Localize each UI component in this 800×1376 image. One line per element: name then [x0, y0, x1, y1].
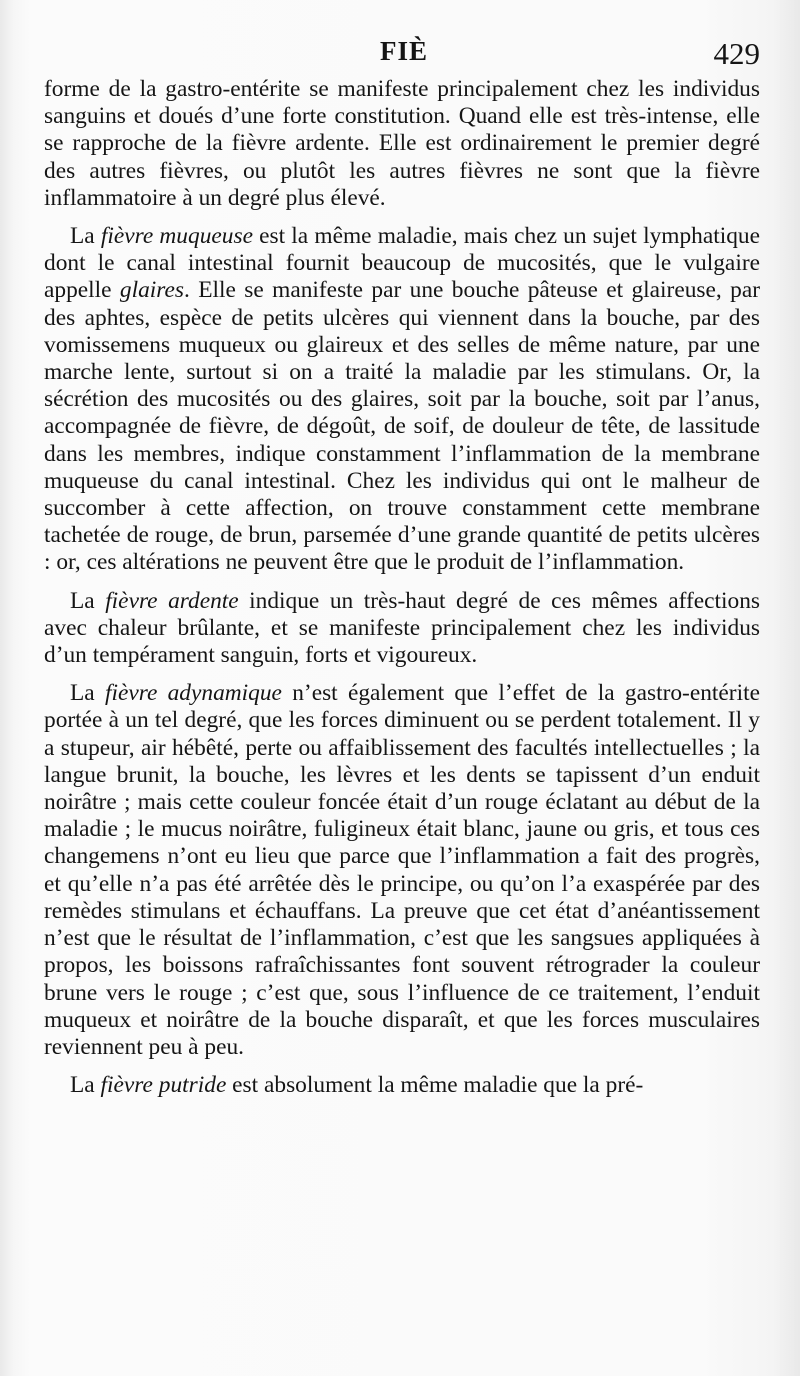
text-run: La — [70, 680, 105, 707]
text-run: est absolument la même maladie que la pré- — [226, 1072, 644, 1099]
italic-term: fièvre ardente — [105, 587, 239, 614]
page-header — [40, 36, 770, 76]
page-number: 429 — [713, 36, 760, 71]
text-run: La — [70, 223, 101, 250]
paragraph-fievre-muqueuse — [44, 223, 760, 577]
paragraph-fievre-putride — [44, 1072, 760, 1099]
page-edge-shadow — [772, 0, 800, 1376]
text-run: La — [70, 1072, 101, 1099]
text-run: indique un très-haut degré de ces mêmes affections avec chaleur brûlante, et se manifeste principalement chez les individus d’un tempérament sanguin, forts et vigoureux. — [44, 587, 760, 669]
paragraph-fievre-adynamique — [44, 680, 760, 1061]
text-run: . Elle se manifeste par une bouche pâteuse et glaireuse, par des aphtes, espèce de petits ulcères qui viennent dans la bouche, par des vomissemens muqueux ou glaireux et des selles de même nature, par une marche lente, surtout si on a traité la maladie par les stimulans. Or, la sécrétion des mucosités ou des glaires, soit par la bouche, soit par l’anus, accompagnée de fièvre, de dégoût, de soif, de douleur de tête, de lassitude dans les membres, indique constamment l’inflammation de la membrane muqueuse du canal intestinal. Chez les individus qui ont le malheur de succomber à cette affection, on trouve constamment cette membrane tachetée de rouge, de brun, parsemée d’une grande quantité de petits ulcères : or, ces altérations ne peuvent être que le produit de l’inflammation. — [44, 277, 760, 576]
body-text — [44, 76, 760, 1099]
italic-term: fièvre muqueuse — [100, 223, 253, 250]
paragraph-continuation — [44, 76, 760, 212]
italic-term: fièvre putride — [100, 1072, 227, 1099]
running-head: FIÈ — [380, 36, 429, 66]
text-run: La — [70, 587, 106, 614]
italic-term: fièvre adynamique — [104, 680, 282, 707]
paragraph-fievre-ardente — [44, 588, 760, 670]
text-run: forme de la gastro-entérite se manifeste principalement chez les individus sanguins et doués d’une forte constitution. Quand elle est très-intense, elle se rapproche de la fièvre ardente. Elle est ordinairement le premier degré des autres fièvres, ou plutôt les autres fièvres ne sont que la fièvre inflammatoire à un degré plus élevé. — [44, 76, 760, 211]
text-run: est la même maladie, mais chez un sujet lymphatique dont le canal intestinal fournit beaucoup de mucosités, que le vulgaire appelle — [44, 223, 761, 304]
italic-term: glaires — [119, 277, 185, 304]
text-run: n’est également que l’effet de la gastro-entérite portée à un tel degré, que les forces diminuent ou se perdent totalement. Il y a stupeur, air hébêté, perte ou affaiblissement des facultés intellectuelles ; la langue brunit, la bouche, les lèvres et les dents se tapissent d’un enduit noirâtre ; mais cette couleur foncée était d’un rouge éclatant au début de la maladie ; le mucus noirâtre, fuligineux était blanc, jaune ou gris, et tous ces changemens n’ont eu lieu que parce que l’inflammation a fait des progrès, et qu’elle n’a pas été arrêtée dès le principe, ou qu’on l’a exaspérée par des remèdes stimulans et échauffans. La preuve que cet état d’anéantissement n’est que le résultat de l’inflammation, c’est que les sangsues appliquées à propos, les boissons rafraîchissantes font souvent rétrograder la couleur brune vers le rouge ; c’est que, sous l’influence de ce traitement, l’enduit muqueux et noirâtre de la bouche disparaît, et que les forces musculaires reviennent peu à peu. — [44, 680, 760, 1060]
